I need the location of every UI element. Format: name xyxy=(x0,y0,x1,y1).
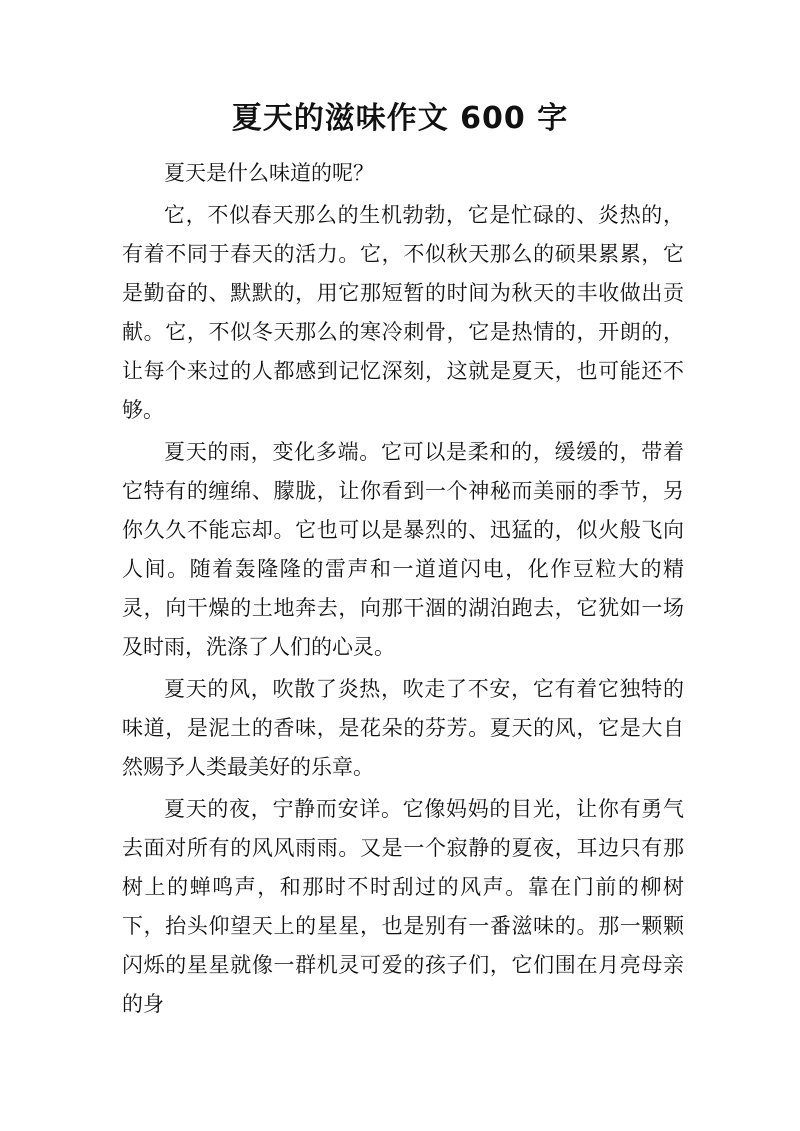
paragraph-1: 夏天是什么味道的呢？ xyxy=(164,161,374,185)
paragraph-5: 夏天的夜，宁静而安详。它像妈妈的目光，让你有勇气去面对所有的风风雨雨。又是一个寂静的夏夜，耳边只有那树上的蝉鸣声，和那时不时刮过的风声。靠在门前的柳树下，抬头仰望天上的星星，也是别有一番滋味的。那一颗颗闪烁的星星就像一群机灵可爱的孩子们，它们围在月亮母亲的身 xyxy=(122,797,684,1016)
document-body xyxy=(122,154,684,1027)
paragraph-4: 夏天的风，吹散了炎热，吹走了不安，它有着它独特的味道，是泥土的香味，是花朵的芬芳。夏天的风，它是大自然赐予人类最美好的乐章。 xyxy=(122,677,684,779)
paragraph-3: 夏天的雨，变化多端。它可以是柔和的，缓缓的，带着它特有的缠绵、朦胧，让你看到一个神秘而美丽的季节，另你久久不能忘却。它也可以是暴烈的、迅猛的，似火般飞向人间。随着轰隆隆的雷声和一道道闪电，化作豆粒大的精灵，向干燥的土地奔去，向那干涸的湖泊跑去，它犹如一场及时雨，洗涤了人们的心灵。 xyxy=(122,440,684,659)
paragraph-2: 它，不似春天那么的生机勃勃，它是忙碌的、炎热的，有着不同于春天的活力。它，不似秋天那么的硕果累累，它是勤奋的、默默的，用它那短暂的时间为秋天的丰收做出贡献。它，不似冬天那么的寒冷刺骨，它是热情的，开朗的，让每个来过的人都感到记忆深刻，这就是夏天，也可能还不够。 xyxy=(122,203,684,422)
document-title: 夏天的滋味作文 600 字 xyxy=(231,101,569,136)
